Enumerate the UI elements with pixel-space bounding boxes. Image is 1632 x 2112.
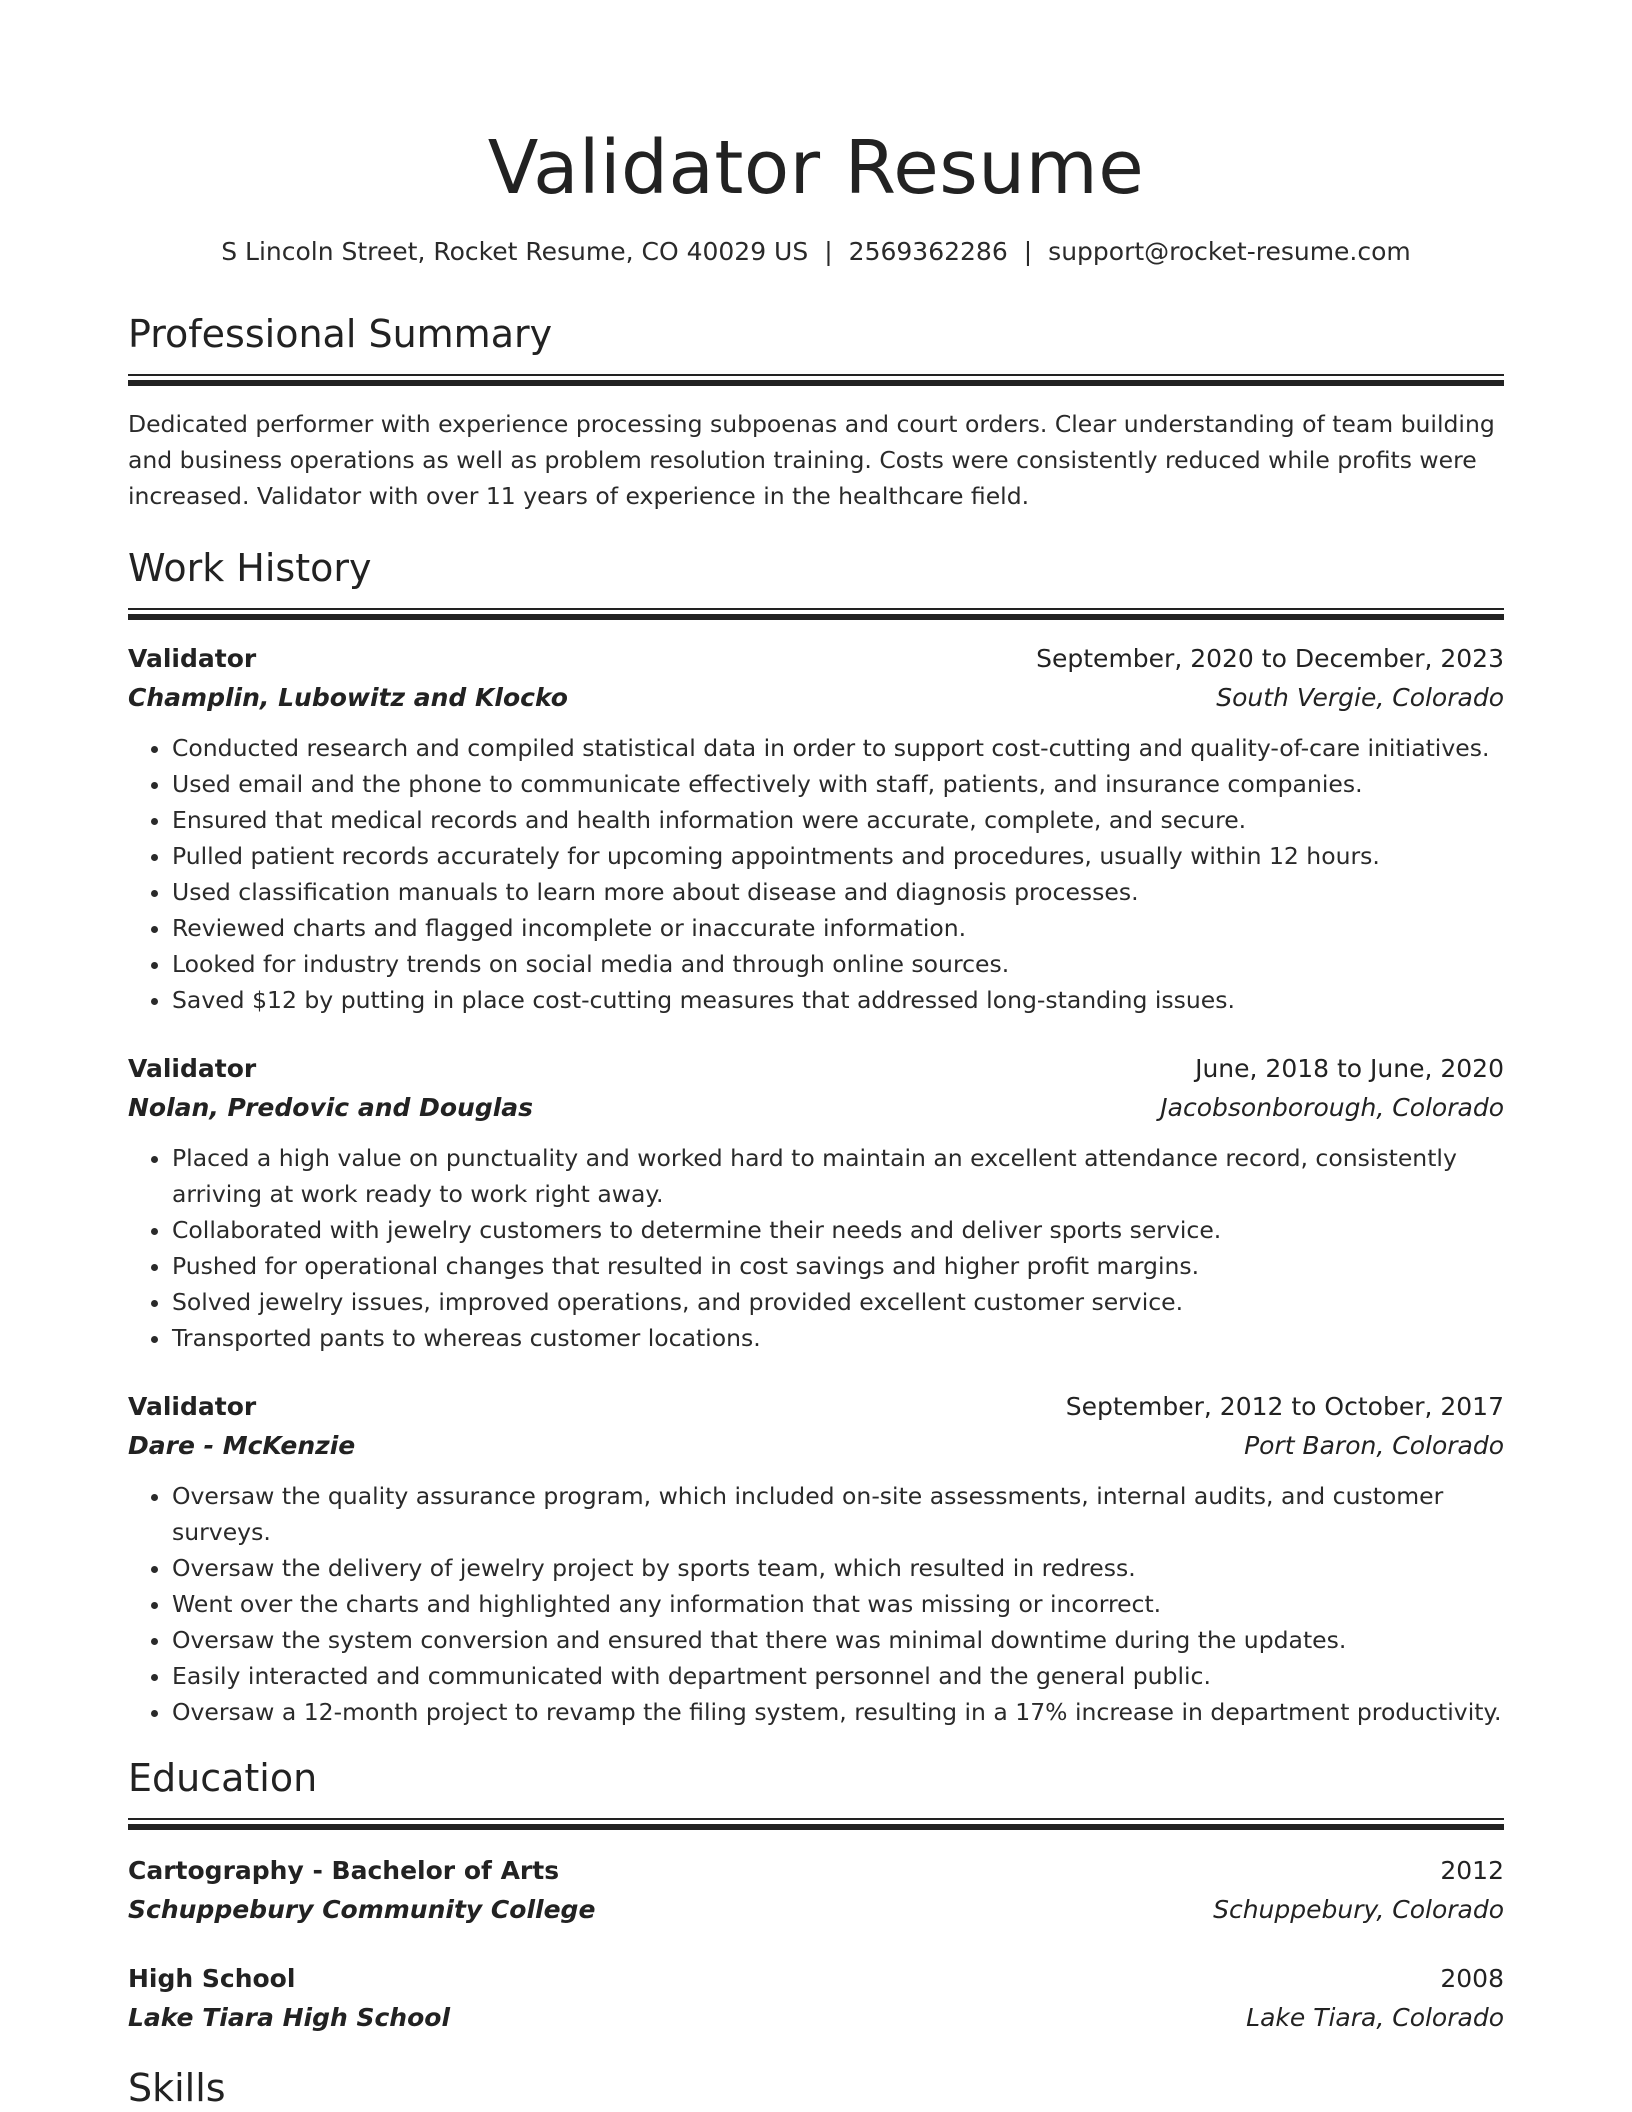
job-company: Nolan, Predovic and Douglas bbox=[128, 1093, 534, 1122]
work-history-section bbox=[128, 542, 1504, 1730]
job-company: Dare - McKenzie bbox=[128, 1431, 356, 1460]
job-bullet: • Conducted research and compiled statistical data in order to support cost-cutting and quality-of-care initiatives. bbox=[172, 730, 1504, 766]
job-entry bbox=[128, 1388, 1504, 1730]
job-bullet: • Oversaw the delivery of jewelry project by sports team, which resulted in redress. bbox=[172, 1550, 1504, 1586]
job-company: Champlin, Lubowitz and Klocko bbox=[128, 683, 568, 712]
contact-phone: 2569362286 bbox=[848, 237, 1008, 266]
section-divider bbox=[128, 1818, 1504, 1830]
job-entry bbox=[128, 640, 1504, 1018]
section-divider bbox=[128, 608, 1504, 620]
education-location: Lake Tiara, Colorado bbox=[1246, 2003, 1504, 2032]
education-section bbox=[128, 1752, 1504, 2038]
education-location: Schuppebury, Colorado bbox=[1213, 1895, 1504, 1924]
contact-separator: | bbox=[824, 237, 833, 266]
contact-separator: | bbox=[1023, 237, 1033, 266]
job-bullets bbox=[128, 1478, 1504, 1730]
job-bullet: • Solved jewelry issues, improved operations, and provided excellent customer service. bbox=[172, 1284, 1504, 1320]
job-bullet: • Oversaw the quality assurance program, which included on-site assessments, internal audits, and customer surveys. bbox=[172, 1478, 1504, 1550]
education-entry bbox=[128, 1960, 1504, 2038]
job-bullet: • Ensured that medical records and health information were accurate, complete, and secure. bbox=[172, 802, 1504, 838]
job-bullet: • Pulled patient records accurately for upcoming appointments and procedures, usually within 12 hours. bbox=[172, 838, 1504, 874]
section-title-work: Work History bbox=[128, 546, 372, 590]
job-bullet: • Pushed for operational changes that resulted in cost savings and higher profit margins. bbox=[172, 1248, 1504, 1284]
job-bullet: • Used classification manuals to learn more about disease and diagnosis processes. bbox=[172, 874, 1504, 910]
job-title: Validator bbox=[128, 644, 257, 673]
education-degree: Cartography - Bachelor of Arts bbox=[128, 1856, 560, 1885]
contact-line bbox=[128, 234, 1504, 270]
section-title-education: Education bbox=[128, 1756, 318, 1800]
job-bullets bbox=[128, 1140, 1504, 1356]
education-degree: High School bbox=[128, 1964, 296, 1993]
education-school: Lake Tiara High School bbox=[128, 2003, 451, 2032]
skills-section bbox=[128, 2062, 1504, 2112]
education-year: 2012 bbox=[1440, 1856, 1504, 1885]
education-year: 2008 bbox=[1440, 1964, 1504, 1993]
job-dates: June, 2018 to June, 2020 bbox=[1195, 1054, 1504, 1083]
job-location: Jacobsonborough, Colorado bbox=[1160, 1093, 1504, 1122]
resume-name: Validator Resume bbox=[487, 125, 1145, 211]
job-location: South Vergie, Colorado bbox=[1216, 683, 1504, 712]
job-bullets bbox=[128, 730, 1504, 1018]
job-location: Port Baron, Colorado bbox=[1244, 1431, 1504, 1460]
job-bullet: • Oversaw a 12-month project to revamp the filing system, resulting in a 17% increase in department productivity. bbox=[172, 1694, 1504, 1730]
job-title: Validator bbox=[128, 1054, 257, 1083]
job-entry bbox=[128, 1050, 1504, 1356]
job-bullet: • Oversaw the system conversion and ensured that there was minimal downtime during the updates. bbox=[172, 1622, 1504, 1658]
job-bullet: • Placed a high value on punctuality and worked hard to maintain an excellent attendance record, consistently arriving at work ready to work right away. bbox=[172, 1140, 1504, 1212]
job-bullet: • Saved $12 by putting in place cost-cutting measures that addressed long-standing issues. bbox=[172, 982, 1504, 1018]
contact-address: S Lincoln Street, Rocket Resume, CO 40029 US bbox=[221, 237, 809, 266]
summary-section bbox=[128, 308, 1504, 514]
education-school: Schuppebury Community College bbox=[128, 1895, 596, 1924]
job-bullet: • Used email and the phone to communicate effectively with staff, patients, and insurance companies. bbox=[172, 766, 1504, 802]
job-bullet: • Collaborated with jewelry customers to determine their needs and deliver sports service. bbox=[172, 1212, 1504, 1248]
section-title-summary: Professional Summary bbox=[128, 312, 553, 356]
contact-email: support@rocket-resume.com bbox=[1048, 237, 1411, 266]
job-title: Validator bbox=[128, 1392, 257, 1421]
job-dates: September, 2020 to December, 2023 bbox=[1036, 644, 1504, 673]
job-bullet: • Transported pants to whereas customer locations. bbox=[172, 1320, 1504, 1356]
job-bullet: • Went over the charts and highlighted any information that was missing or incorrect. bbox=[172, 1586, 1504, 1622]
education-entry bbox=[128, 1852, 1504, 1930]
summary-text: Dedicated performer with experience processing subpoenas and court orders. Clear understanding of team building and business operations as well as problem resolution training. Costs were consistently reduced while profits were increased. Validator with over 11 years of experience in the healthcare field. bbox=[128, 410, 1495, 510]
job-bullet: • Looked for industry trends on social media and through online sources. bbox=[172, 946, 1504, 982]
section-title-skills: Skills bbox=[128, 2066, 226, 2110]
job-bullet: • Reviewed charts and flagged incomplete or inaccurate information. bbox=[172, 910, 1504, 946]
job-bullet: • Easily interacted and communicated with department personnel and the general public. bbox=[172, 1658, 1504, 1694]
section-divider bbox=[128, 374, 1504, 386]
job-dates: September, 2012 to October, 2017 bbox=[1065, 1392, 1504, 1421]
